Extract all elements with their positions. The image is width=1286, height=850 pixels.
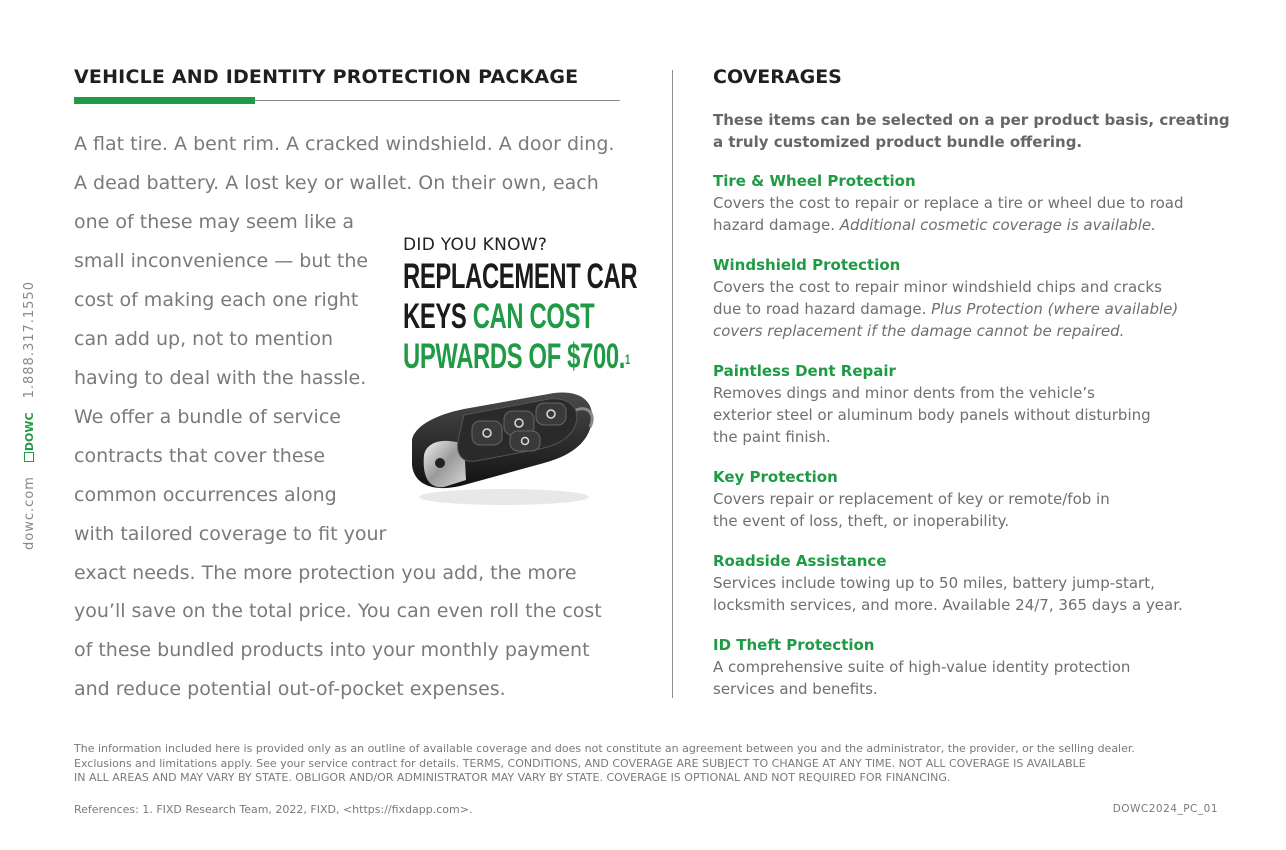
body-line: contracts that cover these	[74, 445, 326, 467]
callout-kicker: DID YOU KNOW?	[403, 235, 548, 255]
body-line: We offer a bundle of service	[74, 406, 341, 428]
coverage-desc-key	[713, 488, 1233, 532]
body-line: you’ll save on the total price. You can even roll the cost	[74, 600, 602, 622]
coverage-desc-line: Removes dings and minor dents from the vehicle’s	[713, 384, 1095, 402]
coverage-title-windshield: Windshield Protection	[713, 256, 901, 274]
side-contact-strip	[22, 281, 46, 560]
body-line: and reduce potential out-of-pocket expenses.	[74, 678, 506, 700]
dowc-logo	[23, 412, 36, 462]
disclaimer-line: Exclusions and limitations apply. See your service contract for details. TERMS, CONDITIONS, AND COVERAGE ARE SUBJECT TO CHANGE AT ANY TIME. NOT ALL COVERAGE IS AVAILABLE	[74, 756, 1086, 770]
coverages-title: COVERAGES	[713, 66, 842, 88]
coverage-desc-tire-wheel	[713, 192, 1233, 236]
coverage-title-id-theft: ID Theft Protection	[713, 636, 875, 654]
coverage-desc-line: locksmith services, and more. Available 24/7, 365 days a year.	[713, 596, 1183, 614]
coverage-desc-id-theft	[713, 656, 1233, 700]
coverage-desc-text: hazard damage.	[713, 216, 840, 234]
body-line: A dead battery. A lost key or wallet. On their own, each	[74, 172, 599, 194]
coverage-desc-line: Covers repair or replacement of key or remote/fob in	[713, 490, 1110, 508]
disclaimer-line: The information included here is provided only as an outline of available coverage and does not constitute an agreement between you and the administrator, the provider, or the selling dealer.	[74, 742, 1135, 755]
coverage-desc-line: Covers the cost to repair minor windshield chips and cracks	[713, 278, 1162, 296]
column-divider	[672, 70, 673, 698]
coverage-desc-italic: Plus Protection (where available)	[931, 300, 1179, 318]
callout-line2-green: CAN COST	[472, 297, 595, 336]
body-line: A flat tire. A bent rim. A cracked windshield. A door ding.	[74, 133, 615, 155]
coverage-desc-line: Services include towing up to 50 miles, battery jump-start,	[713, 574, 1155, 592]
logo-text: DOWC	[23, 412, 36, 452]
website-text: dowc.com	[22, 476, 37, 550]
coverage-desc-roadside	[713, 572, 1233, 616]
coverage-desc-line: the paint finish.	[713, 428, 831, 446]
coverages-intro: These items can be selected on a per product basis, creating a truly customized product bundle offering.	[713, 111, 1230, 151]
car-key-fob-icon	[404, 385, 604, 510]
body-line: exact needs. The more protection you add, the more	[74, 562, 577, 584]
coverage-title-dent-repair: Paintless Dent Repair	[713, 362, 896, 380]
body-line: small inconvenience — but the	[74, 250, 369, 272]
body-line: one of these may seem like a	[74, 211, 355, 233]
callout-headline-line1: REPLACEMENT CAR	[403, 257, 638, 296]
coverage-desc-line: Covers the cost to repair or replace a tire or wheel due to road	[713, 194, 1184, 212]
body-line: cost of making each one right	[74, 289, 359, 311]
title-accent-bar	[74, 97, 255, 104]
coverage-title-roadside: Roadside Assistance	[713, 552, 887, 570]
coverage-desc-line: exterior steel or aluminum body panels without disturbing	[713, 406, 1151, 424]
coverage-desc-line: the event of loss, theft, or inoperability.	[713, 512, 1010, 530]
coverage-desc-line: A comprehensive suite of high-value identity protection	[713, 658, 1131, 676]
coverage-title-key: Key Protection	[713, 468, 838, 486]
body-line: with tailored coverage to fit your	[74, 523, 387, 545]
callout-headline-line3	[403, 337, 630, 377]
coverage-title-tire-wheel: Tire & Wheel Protection	[713, 172, 916, 190]
callout-line2-dark: KEYS	[403, 297, 473, 336]
body-line: can add up, not to mention	[74, 328, 334, 350]
coverage-desc-line	[713, 298, 1233, 320]
coverage-desc-text: due to road hazard damage.	[713, 300, 932, 318]
document-code: DOWC2024_PC_01	[1112, 803, 1218, 815]
coverage-desc-italic: Additional cosmetic coverage is available.	[839, 216, 1156, 234]
body-line: common occurrences along	[74, 484, 337, 506]
coverage-desc-dent-repair	[713, 382, 1233, 448]
references: References: 1. FIXD Research Team, 2022, FIXD, <https://fixdapp.com>.	[74, 803, 473, 816]
coverage-desc-line: services and benefits.	[713, 680, 878, 698]
body-line: having to deal with the hassle.	[74, 367, 367, 389]
disclaimer-line: IN ALL AREAS AND MAY VARY BY STATE. OBLIGOR AND/OR ADMINISTRATOR MAY VARY BY STATE. COVERAGE IS OPTIONAL AND NOT REQUIRED FOR FINANCING.	[74, 771, 951, 784]
package-title: VEHICLE AND IDENTITY PROTECTION PACKAGE	[74, 66, 579, 88]
logo-mark-icon	[24, 452, 34, 462]
coverage-desc-windshield	[713, 276, 1233, 342]
callout-line3-text: UPWARDS OF $700.	[403, 337, 626, 376]
coverage-desc-line: covers replacement if the damage cannot be repaired.	[713, 322, 1125, 340]
body-line: of these bundled products into your monthly payment	[74, 639, 590, 661]
phone-text: 1.888.317.1550	[22, 281, 37, 399]
legal-disclaimer	[74, 742, 1234, 786]
callout-footnote-marker: 1	[625, 351, 631, 367]
callout-headline-line2	[403, 297, 594, 337]
coverage-desc-line	[713, 214, 1233, 236]
